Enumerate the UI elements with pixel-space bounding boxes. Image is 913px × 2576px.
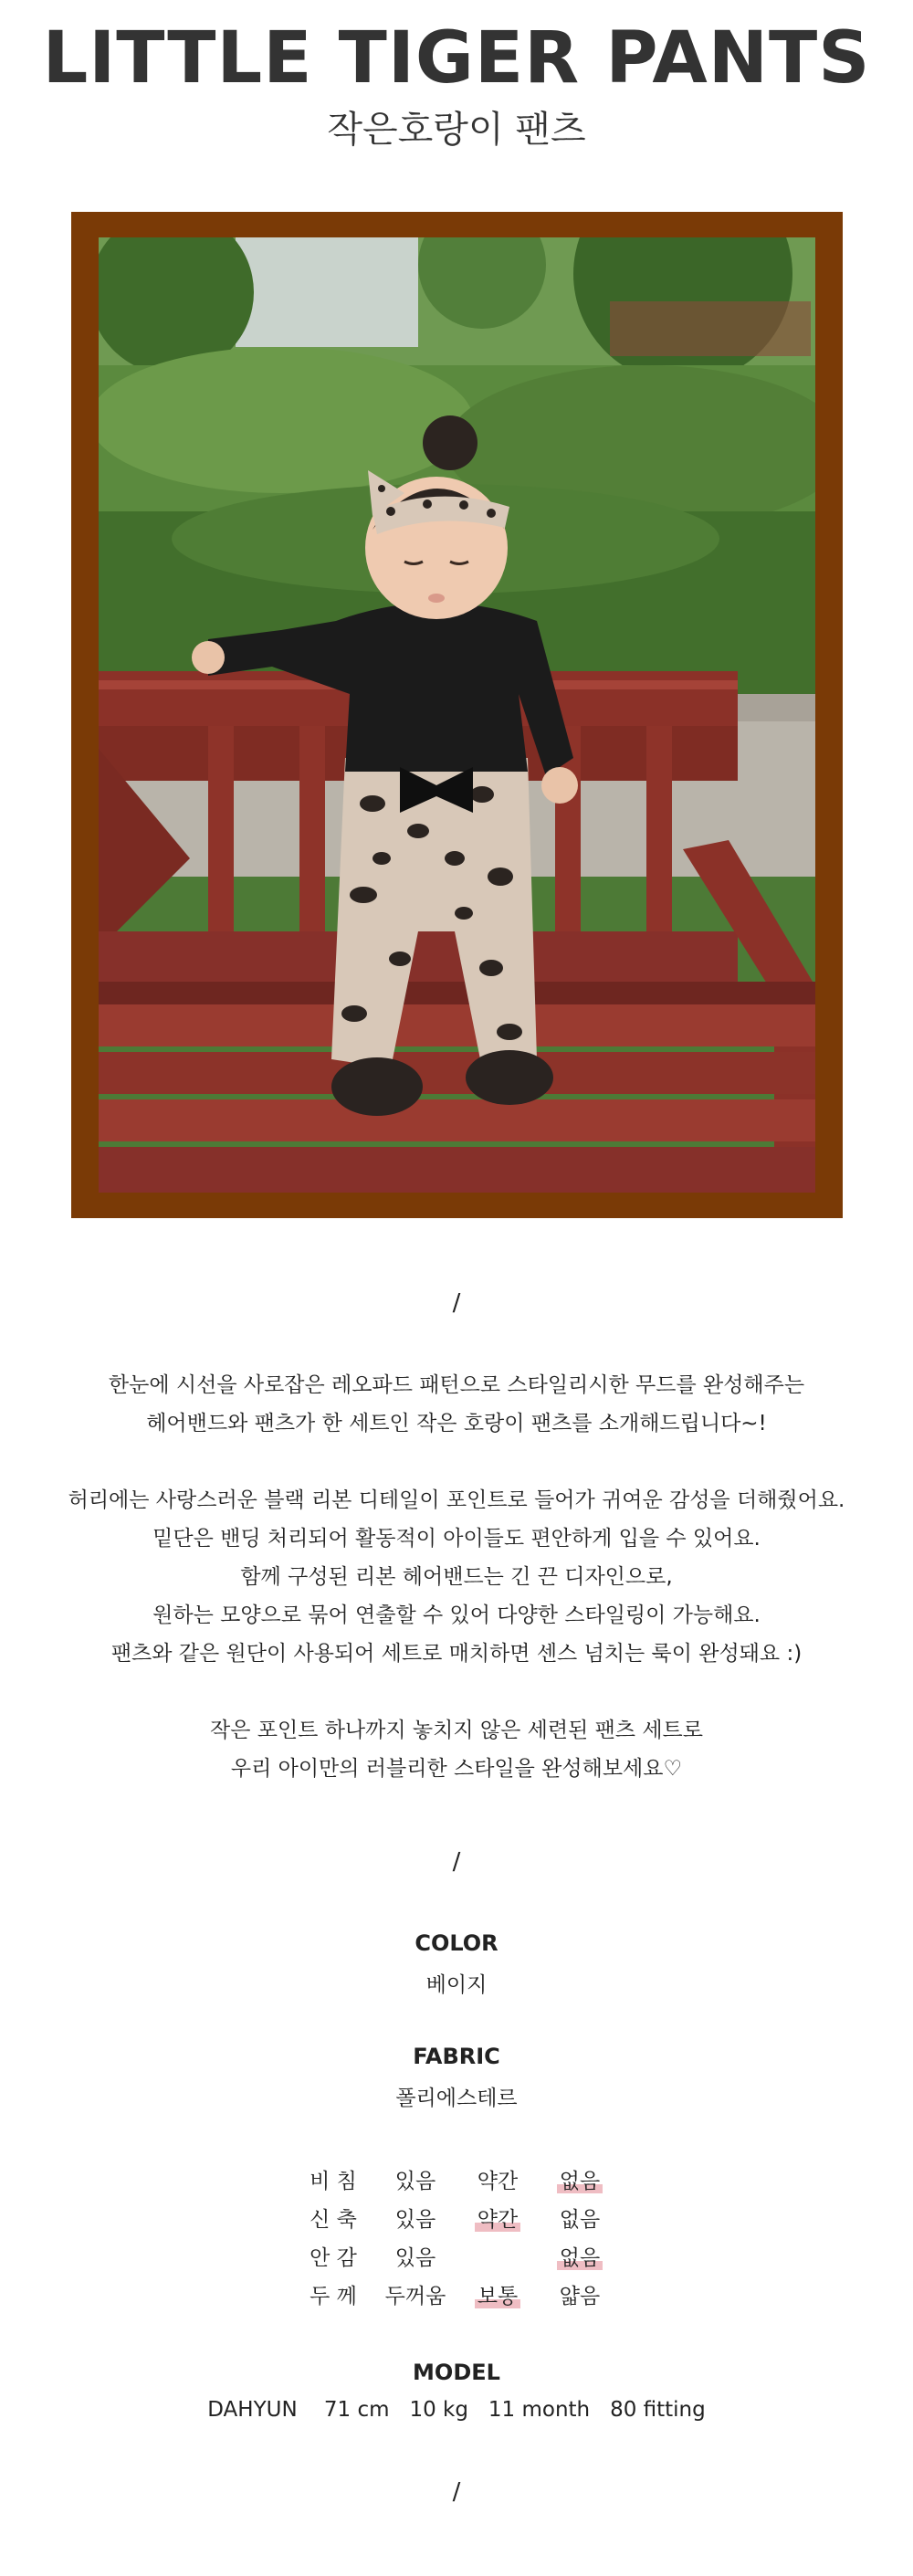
- spec-option-text: 없음: [559, 2208, 601, 2232]
- spec-option: [374, 2162, 456, 2201]
- spec-option-text: 보통: [477, 2277, 518, 2316]
- section-divider: /: [452, 1848, 461, 1876]
- spec-option: [539, 2277, 621, 2316]
- spec-option-text: 약간: [477, 2170, 519, 2193]
- spec-option: [374, 2277, 456, 2316]
- color-label: COLOR: [415, 1930, 498, 1956]
- model-label: MODEL: [413, 2360, 500, 2385]
- spec-row: [292, 2201, 621, 2239]
- intro-line: 작은 포인트 하나까지 놓치지 않은 세련된 팬츠 세트로: [210, 1719, 703, 1742]
- intro-line: 원하는 모양으로 묶어 연출할 수 있어 다양한 스타일링이 가능해요.: [152, 1603, 761, 1627]
- spec-option-selected: [456, 2277, 539, 2316]
- spec-row: [292, 2239, 621, 2277]
- fabric-label: FABRIC: [413, 2044, 500, 2069]
- spec-row: [292, 2277, 621, 2316]
- intro-text: [0, 1366, 913, 1788]
- spec-option: [456, 2239, 539, 2277]
- page-subtitle: 작은호랑이 팬츠: [327, 109, 586, 151]
- intro-line: [0, 1673, 913, 1711]
- spec-option-text: 있음: [394, 2246, 436, 2270]
- intro-line: 우리 아이만의 러블리한 스타일을 완성해보세요♡: [230, 1757, 683, 1781]
- spec-table: [292, 2162, 621, 2316]
- page-title: LITTLE TIGER PANTS: [42, 17, 871, 100]
- spec-option-text: 없음: [560, 2239, 600, 2277]
- spec-option-text: 두꺼움: [384, 2285, 446, 2308]
- intro-line: 팬츠와 같은 원단이 사용되어 세트로 매치하면 센스 넘치는 룩이 완성돼요 :): [110, 1642, 803, 1666]
- section-divider: /: [452, 1289, 461, 1317]
- spec-option-text: 있음: [394, 2208, 436, 2232]
- spec-option-selected: [539, 2239, 621, 2277]
- spec-option-text: 약간: [477, 2201, 518, 2239]
- spec-option: [456, 2162, 539, 2201]
- intro-line: 허리에는 사랑스러운 블랙 리본 디테일이 포인트로 들어가 귀여운 감성을 더해줬어요.: [68, 1488, 845, 1512]
- spec-option-selected: [539, 2162, 621, 2201]
- fabric-value: 폴리에스테르: [395, 2087, 518, 2110]
- section-divider: /: [452, 2478, 461, 2506]
- product-photo: [99, 237, 815, 1193]
- intro-line: 헤어밴드와 팬츠가 한 세트인 작은 호랑이 팬츠를 소개해드립니다~!: [146, 1412, 767, 1435]
- intro-line: 함께 구성된 리본 헤어밴드는 긴 끈 디자인으로,: [240, 1565, 673, 1589]
- spec-option: [539, 2201, 621, 2239]
- spec-row-label: 비 침: [310, 2170, 357, 2193]
- spec-option: [374, 2239, 456, 2277]
- spec-option-text: 없음: [560, 2162, 600, 2201]
- model-value: DAHYUN 71 cm 10 kg 11 month 80 fitting: [207, 2398, 706, 2422]
- spec-row-label: 안 감: [310, 2246, 357, 2270]
- spec-option-text: 얇음: [559, 2285, 601, 2308]
- spec-option: [374, 2201, 456, 2239]
- intro-line: 한눈에 시선을 사로잡은 레오파드 패턴으로 스타일리시한 무드를 완성해주는: [108, 1373, 805, 1397]
- spec-row-label: 신 축: [310, 2208, 357, 2232]
- color-value: 베이지: [425, 1973, 488, 1997]
- intro-line: [0, 1443, 913, 1481]
- spec-option-text: 있음: [394, 2170, 436, 2193]
- spec-option-selected: [456, 2201, 539, 2239]
- intro-line: 밑단은 밴딩 처리되어 활동적이 아이들도 편안하게 입을 수 있어요.: [152, 1527, 761, 1551]
- product-photo-frame: [71, 212, 843, 1218]
- spec-row-label: 두 께: [310, 2285, 357, 2308]
- spec-row: [292, 2162, 621, 2201]
